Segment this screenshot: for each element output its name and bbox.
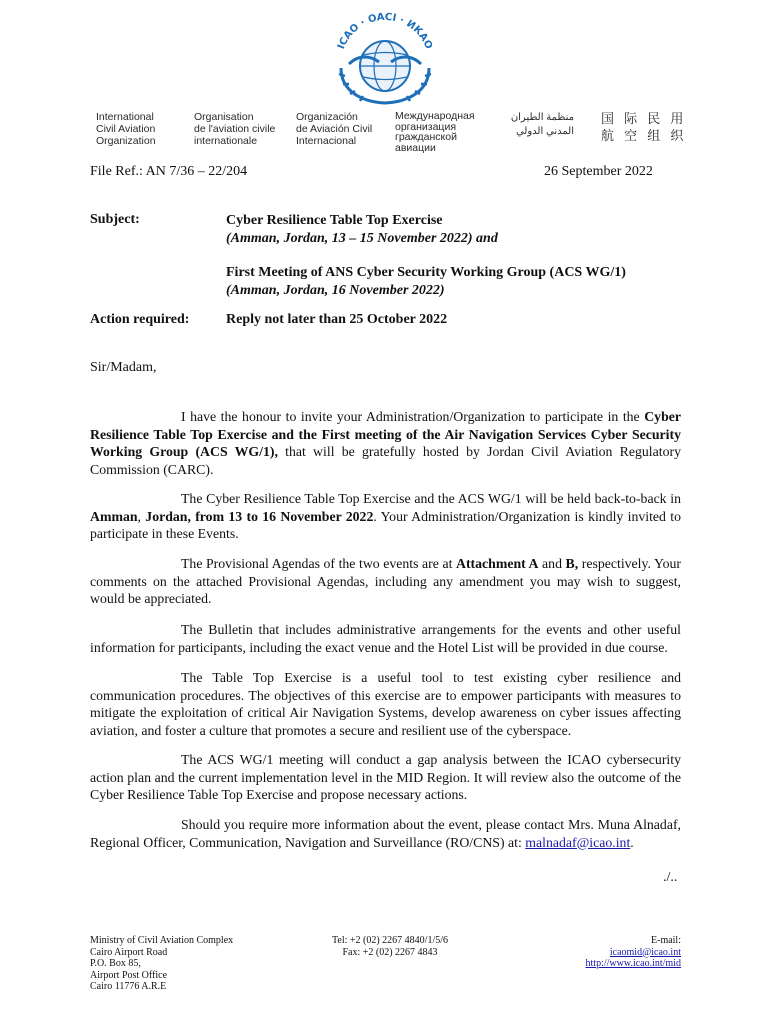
salutation: Sir/Madam, — [90, 360, 157, 375]
footer-tel: Tel: +2 (02) 2267 4840/1/5/6 — [331, 935, 449, 946]
subject-line-2: (Amman, Jordan, 13 – 15 November 2022) and — [226, 231, 498, 246]
org-name-chinese: 国 际 民 用 航 空 组 织 — [601, 112, 687, 144]
contact-email-link[interactable]: malnadaf@icao.int — [525, 834, 631, 850]
paragraph-5: The Table Top Exercise is a useful tool to test existing cyber resilience and communication procedures. The objectives of this exercise are to empower participants with measures to mitigate the exploitation of critical Air Navigation Systems, develop awareness on cyber issues affecting aviation, and foster a culture that promotes a secure and resilient use of the cyberspace. — [90, 670, 681, 738]
subject-label: Subject: — [90, 212, 140, 227]
action-required-label: Action required: — [90, 312, 190, 327]
org-name-english: International Civil Aviation Organization — [96, 111, 156, 147]
subject-line-4: (Amman, Jordan, 16 November 2022) — [226, 283, 445, 298]
paragraph-1: I have the honour to invite your Administration/Organization to participate in the Cyber Resilience Table Top Exercise and the First meeting of the Air Navigation Services Cyber Security Working Group (ACS WG/1), that will be gratefully hosted by Jordan Civil Aviation Regulatory Commission (CARC). — [90, 409, 681, 477]
footer-fax: Fax: +2 (02) 2267 4843 — [342, 946, 438, 958]
footer-address: Ministry of Civil Aviation Complex Cairo Airport Road P.O. Box 85, Airport Post Office Cairo 11776 A.R.E — [90, 935, 234, 992]
file-reference: File Ref.: AN 7/36 – 22/204 — [90, 164, 248, 179]
paragraph-3: The Provisional Agendas of the two events are at Attachment A and B, respectively. Your comments on the attached Provisional Agendas, including any amendment you may wish to suggest, would be appreciated. — [90, 556, 681, 606]
subject-block — [226, 212, 626, 300]
continuation-mark: ./.. — [663, 870, 678, 885]
paragraph-7: Should you require more information about the event, please contact Mrs. Muna Alnadaf, Regional Officer, Communication, Navigation and Surveillance (RO/CNS) at: malnadaf@icao.int. — [90, 817, 681, 850]
footer-contact — [520, 935, 681, 970]
icao-logo — [323, 6, 447, 106]
footer-email-link[interactable]: icaomid@icao.int — [609, 946, 681, 958]
footer-phone — [300, 935, 480, 958]
paragraph-6: The ACS WG/1 meeting will conduct a gap analysis between the ICAO cybersecurity action plan and the current implementation level in the MID Region. It will review also the outcome of the Cyber Resilience Table Top Exercise and propose necessary actions. — [90, 752, 681, 802]
footer-website-link[interactable]: http://www.icao.int/mid — [585, 958, 681, 969]
logo-text: ICAO · OACI · ИКАО — [335, 11, 435, 51]
org-name-arabic: منظمة الطيران المدني الدولي — [510, 112, 574, 137]
subject-line-1: Cyber Resilience Table Top Exercise — [226, 213, 443, 228]
subject-line-3: First Meeting of ANS Cyber Security Working Group (ACS WG/1) — [226, 265, 626, 280]
footer-email-label: E-mail: — [651, 935, 681, 946]
paragraph-2: The Cyber Resilience Table Top Exercise and the ACS WG/1 will be held back-to-back in Amman, Jordan, from 13 to 16 November 2022. Your Administration/Organization is kindly invited to participate in these Events. — [90, 491, 681, 541]
letter-date: 26 September 2022 — [544, 164, 653, 179]
paragraph-4: The Bulletin that includes administrative arrangements for the events and other useful information for participants, including the exact venue and the Hotel List will be provided in due course. — [90, 622, 681, 655]
icao-emblem-icon — [323, 6, 447, 106]
org-name-french: Organisation de l'aviation civile internationale — [194, 111, 276, 147]
action-required-value: Reply not later than 25 October 2022 — [226, 312, 448, 327]
org-name-russian: Международная организация гражданской авиации — [395, 110, 475, 154]
org-name-spanish: Organización de Aviación Civil Internacional — [296, 111, 373, 147]
